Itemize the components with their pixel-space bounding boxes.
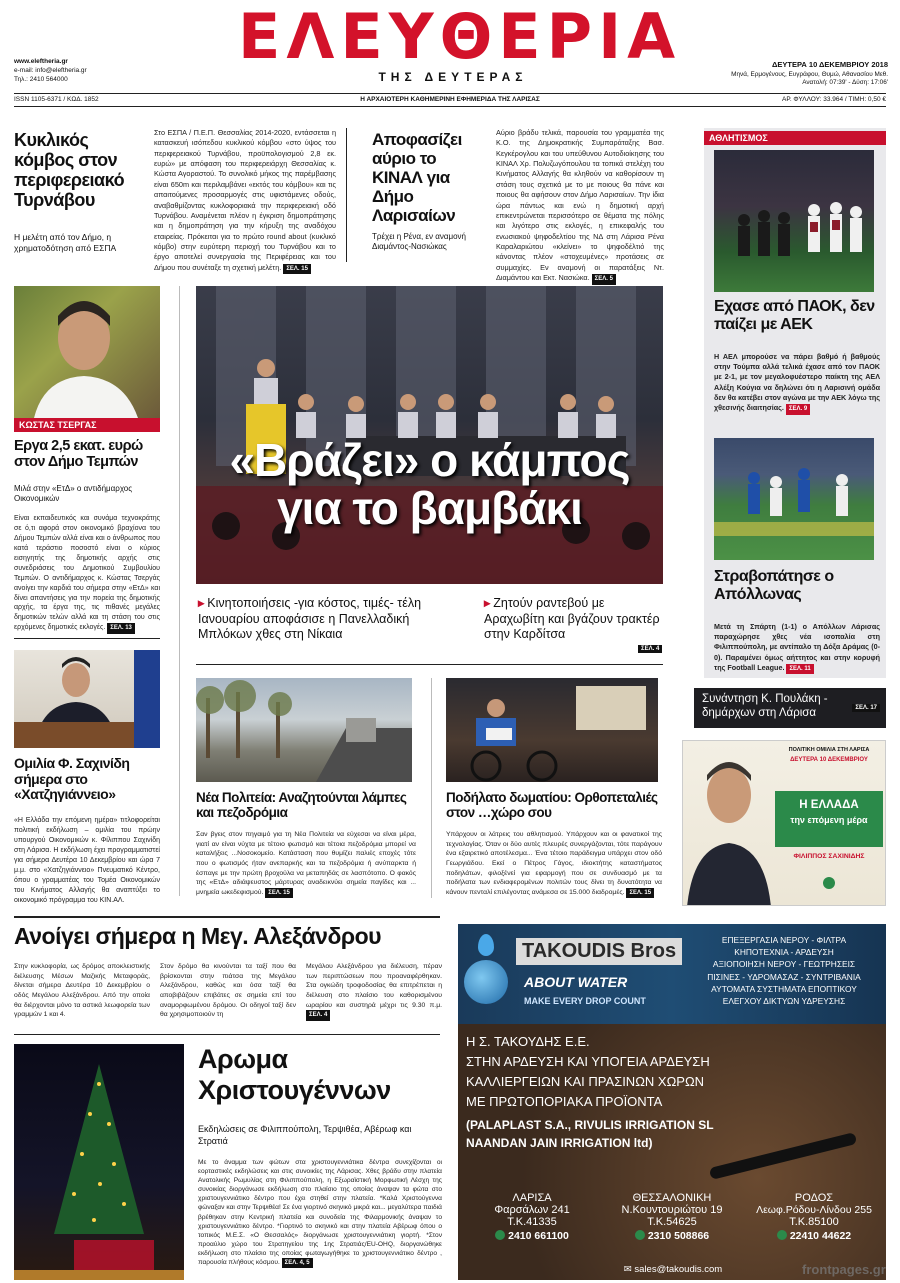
branch-city: ΡΟΔΟΣ <box>794 1192 834 1204</box>
sports-title-2[interactable]: Στραβοπάτησε ο Απόλλωνας <box>714 568 834 603</box>
branch-tk: Τ.Κ.85100 <box>789 1216 839 1228</box>
col-divider <box>346 128 347 262</box>
tsergas-deck: Μιλά στην «ΕτΔ» ο αντιδήμαρχος Οικονομικών <box>14 484 133 504</box>
ad-date: ΔΕΥΤΕΡΑ 10 ΔΕΚΕΜΒΡΙΟΥ <box>790 757 868 763</box>
phone-icon <box>777 1230 787 1240</box>
kinal-body: Αύριο βράδυ τελικά, παρουσία του γραμματέα της Κ.Ο. της Δημοκρατικής Συμπαράταξης Βασ. Κεγκέρογλου και του υπεύθυνου Αυτοδιοίκησης του ΚΙΝΑΛ Χρ. Πολυζωγόπουλου τα τοπικά στελέχη του Κινήματος Αλλαγής θα κληθούν να καθορίσουν τη στάση τους σχετικά με το με ποιους θα πάνε και ποιους θα αφήσουν στον Δήμο Λαρισαίων. Την ίδια ώρα πάντως και ενώ η δημοτική αρχή επικεντρώνεται περισσότερο σε θέματα της πόλης και λιγότερο στις εκλογές, η επικεφαλής του ενωσιακού ψηφοδελτίου της ΝΔ στη Λάρισα Ρένα Καραλαριώτου «κλείνει» το ψηφοδέλτιό της κάνοντας πλέον «στοχευμένες» προτάσεις σε συμμαχίες. Εν αναμονή οι παρατάξεις Ντ. Διαμάντου και Εκτ. Νασιώκα. ΣΕΛ. 5 <box>496 128 664 285</box>
kinal-title[interactable]: Αποφασίζει αύριο το ΚΙΝΑΛ για Δήμο Λαρισαίων <box>372 130 462 226</box>
ad-text3: ΜΕ ΠΡΩΤΟΠΟΡΙΑΚΑ ΠΡΟΪΟΝΤΑ <box>466 1094 663 1109</box>
kyklikos-body: Στο ΕΣΠΑ / Π.Ε.Π. Θεσσαλίας 2014-2020, εντάσσεται η κατασκευή ισόπεδου κυκλικού κόμβου «στο ύψος του περιφερειακού Τυρνάβου, προϋπολογισμού 2,8 εκ. ευρώ» με απόφαση του περιφερειάρχη Θεσσαλίας κ. Κώστα Αγοραστού. Το συνολικό μήκος της παρέμβασης είναι 650m και περιλαμβάνει «εκτός του κόμβου» και τις απαιτούμενες προσαρμογές στις υφιστάμενες οδούς, αναβαθμίζοντας κυκλοφοριακά την περιφερειακή οδό Τυρνάβου. Αναμένεται πλέον η έγκριση δημοπράτησης και η δημοπράτηση για την κήρυξη της αναδόχου εταιρείας. Πρόκειται για το πρώτο round about (κυκλικό κόμβο) στην ευρύτερη περιοχή του Τυρνάβου και το έργο αποτελεί συνεργασία της Περιφέρειας και του Δήμου που συνέταξε τη σχετική μελέτη. ΣΕΛ. 15 <box>154 128 336 274</box>
politeia-title[interactable]: Νέα Πολιτεία: Αναζητούνται λάμπες και πεζοδρόμια <box>196 790 407 821</box>
date-block <box>640 60 888 88</box>
poulakis-box[interactable] <box>694 688 886 728</box>
page-ref[interactable]: ΣΕΛ. 15 <box>283 264 311 275</box>
ad-services <box>688 934 880 1007</box>
poulakis-title: Συνάντηση Κ. Πουλάκη - δημάρχων στη Λάρισα <box>702 693 828 720</box>
kyklikos-title[interactable]: Κυκλικός κόμβος στον περιφερειακό Τυρνάβου <box>14 130 125 211</box>
watermark: frontpages.gr <box>802 1262 886 1277</box>
sports-title-1[interactable]: Εχασε από ΠΑΟΚ, δεν παίζει με ΑΕΚ <box>714 298 875 333</box>
branch-phone[interactable]: 2310 508866 <box>604 1230 740 1242</box>
service-item: ΠΙΣΙΝΕΣ - ΥΔΡΟΜΑΣΑΖ - ΣΥΝΤΡΙΒΑΝΙΑ <box>707 971 861 982</box>
ad-tag2: MAKE EVERY DROP COUNT <box>524 996 646 1006</box>
phone: Τηλ.: 2410 564000 <box>14 75 68 83</box>
branch-address: Λεωφ.Ρόδου-Λίνδου 255 <box>756 1204 872 1216</box>
podilato-photo <box>446 678 658 782</box>
sachinidis-portrait <box>683 741 773 906</box>
masthead-rule-2 <box>14 106 886 107</box>
service-item: ΑΥΤΟΜΑΤΑ ΣΥΣΤΗΜΑΤΑ ΕΠΟΠΤΙΚΟΥ <box>711 983 857 994</box>
branch-tk: Τ.Κ.54625 <box>647 1216 697 1228</box>
xaxinidis-title[interactable]: Ομιλία Φ. Σαχινίδη σήμερα στο «Χατζηγιάννειο» <box>14 755 130 803</box>
sports-section-tag: ΑΘΛΗΤΙΣΜΟΣ <box>704 131 886 145</box>
branch-rodos <box>744 1192 884 1242</box>
kinal-deck: Τρέχει η Ρένα, εν αναμονή Διαμάντος-Νασιώκας <box>372 232 466 252</box>
portrait-illustration <box>14 286 160 418</box>
mid-col-divider <box>431 678 432 898</box>
issue-date: ΔΕΥΤΕΡΑ 10 ΔΕΚΕΜΒΡΙΟΥ 2018 <box>771 60 888 69</box>
ad-name: ΦΙΛΙΠΠΟΣ ΣΑΧΙΝΙΔΗΣ <box>793 853 865 860</box>
team-huddle-illustration <box>714 150 874 292</box>
football-match-illustration <box>714 438 874 560</box>
lead-headline-line1: «Βράζει» ο κάμπος <box>229 434 630 486</box>
branch-city: ΘΕΣΣΑΛΟΝΙΚΗ <box>632 1192 712 1204</box>
lead-headline[interactable] <box>196 436 663 533</box>
tsergas-title[interactable]: Εργα 2,5 εκατ. ευρώ στον Δήμο Τεμπών <box>14 438 143 471</box>
phone-icon <box>635 1230 645 1240</box>
ad-top: ΠΟΛΙΤΙΚΗ ΟΜΙΛΙΑ ΣΤΗ ΛΑΡΙΣΑ <box>788 747 870 753</box>
pasok-logo-icon <box>823 877 835 889</box>
alexandrou-col2: Στον δρόμο θα κινούνται τα ταξί που θα βρίσκονται στην πιάτσα της Μεγάλου Αλεξάνδρου, καθώς και όσα ταξί θα αποβιβάζουν επιβάτες σε σημεία επί του αναμορφωμένου δρόμου. Οι οδηγοί ταξί δεν θα χρησιμοποιούν τη <box>160 963 296 1019</box>
christmas-title[interactable]: Αρωμα Χριστουγέννων <box>198 1044 391 1106</box>
issue-number: ΑΡ. ΦΥΛΛΟΥ: 33.964 / ΤΙΜΗ: 0,50 € <box>781 96 886 103</box>
page-ref[interactable]: ΣΕΛ. 13 <box>107 623 135 634</box>
lead-headline-line2: για το βαμβάκι <box>277 482 582 535</box>
phone-icon <box>495 1230 505 1240</box>
page-ref[interactable]: ΣΕΛ. 17 <box>852 704 880 712</box>
ad-text1: ΣΤΗΝ ΑΡΔΕΥΣΗ ΚΑΙ ΥΠΟΓΕΙΑ ΑΡΔΕΥΣΗ <box>466 1054 710 1069</box>
branch-thessaloniki <box>604 1192 740 1242</box>
ad-text4: (PALAPLAST S.A., RIVULIS IRRIGATION SL <box>466 1118 714 1132</box>
branch-phone[interactable]: 2410 661100 <box>464 1230 600 1242</box>
lead-sub-1[interactable]: ▸ Κινητοποιήσεις -για κόστος, τιμές- τέλη Ιανουαρίου αποφάσισε η Πανελλαδική Μπλόκων χθες στη Νίκαια <box>198 596 422 642</box>
ad-email[interactable]: ✉ sales@takoudis.com <box>623 1264 723 1275</box>
christmas-photo <box>14 1044 184 1280</box>
ad-banner <box>775 791 883 847</box>
ad-company: Η Σ. ΤΑΚΟΥΔΗΣ Ε.Ε. <box>466 1034 590 1049</box>
sports-body-2: Μετά τη Σπάρτη (1-1) ο Απόλλων Λάρισας παραχώρησε χθες νέα ισοπαλία στη Φιλιππούπολη, με αντίπαλο τη Δόξα Δράμας (0-0). Παραμένει όμως αήττητος και στην κορυφή της Football League. ΣΕΛ. 11 <box>714 622 880 674</box>
lead-sub-2[interactable]: ▸ Ζητούν ραντεβού με Αραχωβίτη και βγάζουν τρακτέρ στην Καρδίτσα <box>484 596 660 642</box>
lower-rule <box>14 916 440 918</box>
lead-page-ref[interactable]: ΣΕΛ. 4 <box>638 645 662 653</box>
sports-photo-2 <box>714 438 874 560</box>
masthead-rule <box>14 93 886 94</box>
service-item: ΑΞΙΟΠΟΙΗΣΗ ΝΕΡΟΥ - ΓΕΩΤΡΗΣΕΙΣ <box>712 959 856 970</box>
page-ref[interactable]: ΣΕΛ. 9 <box>786 404 810 415</box>
tsergas-name-tag: ΚΩΣΤΑΣ ΤΣΕΡΓΑΣ <box>14 418 160 432</box>
sports-body-1: Η ΑΕΛ μπορούσε να πάρει βαθμό ή βαθμούς στην Τούμπα αλλά τελικά έχασε από τον ΠΑΟΚ με 2-1, με τον μεγαλοφυέστερο παίκτη της ΑΕΛ Αλέξη Κούγια να δηλώνει ότι η Λαρισινή ομάδα δεν θα κατέβει στον αγώνα με την ΑΕΚ λόγω της χθεσινής διαιτησίας. ΣΕΛ. 9 <box>714 352 880 415</box>
street-illustration <box>196 678 412 782</box>
branch-larisa <box>464 1192 600 1242</box>
branch-address: Φαρσάλων 241 <box>494 1204 570 1216</box>
ad-text5: NAANDAN JAIN IRRIGATION ltd) <box>466 1136 653 1150</box>
page-ref[interactable]: ΣΕΛ. 11 <box>786 664 813 675</box>
christmas-rule <box>14 1034 440 1035</box>
namedays: Μηνά, Ερμογένους, Ευγράφου, Θυμώ, Αθανασίου Μεθ. <box>731 70 888 78</box>
takoudis-ad[interactable] <box>458 924 886 1280</box>
tsergas-photo <box>14 286 160 418</box>
logo-subtitle: ΤΗΣ ΔΕΥΤΕΡΑΣ <box>378 70 528 84</box>
service-item: ΚΗΠΟΤΕΧΝΙΑ - ΑΡΔΕΥΣΗ <box>734 947 834 958</box>
page-ref[interactable]: ΣΕΛ. 15 <box>265 888 293 899</box>
service-item: ΕΛΕΓΧΟΥ ΔΙΚΤΥΩΝ ΥΔΡΕΥΣΗΣ <box>722 995 846 1006</box>
ad-line1: Η ΕΛΛΑΔΑ <box>799 799 859 811</box>
podilato-title[interactable]: Ποδήλατο δωματίου: Ορθοπεταλιές στον …χώρο σου <box>446 790 658 821</box>
xaxinidis-photo <box>14 650 160 748</box>
alexandrou-col1: Στην κυκλοφορία, ως δρόμος αποκλειστικής διέλευσης Μέσων Μαζικής Μεταφοράς, δίνεται σήμερα Δευτέρα 10 Δεκεμβρίου ο οδός Μεγάλου Αλεξάνδρου. Από την οποία θα διέρχονται μόνο τα αστικά λεωφορεία των γραμμών 1 και 4. <box>14 963 150 1019</box>
branch-city: ΛΑΡΙΣΑ <box>512 1192 552 1204</box>
christmas-body: Με το άναμμα των φώτων στα χριστουγεννιάτικα δέντρα συνεχίζονται οι εορταστικές εκδηλώσεις και στις συνοικίες της Λάρισας. Χθες βράδυ στην πλατεία Ανατολικής Ρωμυλίας στη Φιλιππούπολη, η Εξωραϊστική Μορφωτική Λέσχη της συνοικίας διοργάνωσε εκδήλωση στο πλαίσιο της οποίας άναψαν τα φώτα στο χριστουγεννιάτικο δέντρο που έχει στηθεί στην πλατεία. *Καλά Χριστούγεννα φώναξαν και στην Τερψιθέα! Σε ένα γιορτινό σκηνικό μικρά και... μεγαλύτερα παιδιά βρέθηκαν στην Κεντρική πλατεία και συνοδεία της Φιλαρμονικής άναψαν το χριστουγεννιάτικο δέντρο. *Γιορτινό το σκηνικό και στην πλατεία Αβέρωφ όπου ο τοπικός Μ.Ε.Σ. «Ο Θεσσαλός» διοργάνωσε χριστουγεννιάτικη γιορτή. *Στον προαύλιο χώρο του Στρατηγείου της 1ης Στρατιάς/EU-OHQ, διοργανώθηκε εκδήλωση στο πλαίσιο της οποίας φωταγωγήθηκε το χριστουγεννιάτικο δέντρο , παρουσία πλήθους κόσμου. ΣΕΛ. 4, 5 <box>198 1158 442 1268</box>
ad-brand: TAKOUDIS Bros <box>516 938 682 965</box>
service-item: ΕΠΕΞΕΡΓΑΣΙΑ ΝΕΡΟΥ - ΦΙΛΤΡΑ <box>721 935 847 945</box>
sun-times: Ανατολή: 07:39' - Δύση: 17:06' <box>802 79 888 87</box>
masthead <box>0 0 900 108</box>
christmas-tree-illustration <box>14 1044 184 1280</box>
logo: ΕΛΕΥΘΕΡΙΑ <box>238 0 682 73</box>
website[interactable]: www.eleftheria.gr <box>14 58 68 65</box>
tsergas-body: Είναι εκπαιδευτικός και συνάμα τεχνοκράτης σε ό,τι αφορά στον οικονομικό βραχίονα του Δήμου Τεμπών αλλά είναι και ο άνθρωπος που κατά τεράστιο ποσοστό είναι ο κύριος εισηγητής της δημοτικής αρχής στις συνεδριάσεις του Δημοτικού Συμβουλίου Τεμπών. Ο αντιδήμαρχος κ. Κώστας Τσεργάς ανοίγει την καρδιά του σήμερα στην «ΕτΔ» και δίνει απαντήσεις για την πορεία της δημοτικής αρχής, τα έργα της, τις πιθανές μεγάλες δημοτικών τελών αλλά και τη στάση του στις ερχόμενες δημοτικές εκλογές. ΣΕΛ. 13 <box>14 514 160 634</box>
page-ref[interactable]: ΣΕΛ. 4 <box>306 1010 330 1021</box>
page-ref[interactable]: ΣΕΛ. 15 <box>626 888 654 899</box>
contact-info <box>14 58 87 84</box>
globe-icon <box>464 960 508 1004</box>
ad-text2: ΚΑΛΛΙΕΡΓΕΙΩΝ ΚΑΙ ΠΡΑΣΙΝΩΝ ΧΩΡΩΝ <box>466 1074 705 1089</box>
issn: ISSN 1105-6371 / ΚΩΔ. 1852 <box>14 96 99 103</box>
mid-rule <box>196 664 663 665</box>
politeia-body: Σαν βγεις στον πηγαιμό για τη Νέα Πολιτεία να εύχεσαι να είναι μέρα, γιατί αν είναι νύχτα με τέτοιο φωτισμό και τέτοια πεζοδρόμια μπορεί να καταλήξεις ...Νοσοκομείο. Κατάσταση που θυμίζει παλιές εποχές τότε που ο φωτισμός ήταν ανεπαρκής και τα πεζοδρόμια ή ανύπαρκτα ή έσπαγε με την πρώτη βροχούλα να μεταπηδάς σε λασπότοπο. Ο φακός της «ΕτΔ» αδιάψευστος μάρτυρας αναδεικνύει σημεία παγίδες και ... μνημεία ωκεδεφισμού. ΣΕΛ. 15 <box>196 830 416 898</box>
politeia-photo <box>196 678 412 782</box>
sports-photo-1 <box>714 150 874 292</box>
ad-line2: την επόμενη μέρα <box>790 815 868 825</box>
water-drop-icon <box>478 934 494 956</box>
sachinidis-ad[interactable] <box>682 740 886 906</box>
alexandrou-title[interactable]: Ανοίγει σήμερα η Μεγ. Αλεξάνδρου <box>14 923 382 949</box>
podilato-body: Υπάρχουν οι λάτρεις του αθλητισμού. Υπάρχουν και οι φανατικοί της τεχνολογίας. Όταν οι δύο αυτές πλευρές συνεργάζονται, τότε παράγουν ένα εξαιρετικό αποτέλεσμα... Ένα τέτοιο παράδειγμα υπάρχει στον οδό Γεωργιάδου. Εκεί ο Πέτρος Γάγος, ιδιοκτήτης καταστήματος ποδηλάτων, φιλοξένεί για εφαρμογή που σε συνδυασμό με τα ποδήλατα των ενδιαφερομένων πολιτών τους δίνει τη δυνατότητα να κάνουν πενταλί επιλέγοντας ανάμεσα σε 15.000 διαδρομές. ΣΕΛ. 15 <box>446 830 662 898</box>
ad-tag1: ABOUT WATER <box>524 974 628 990</box>
speaker-illustration <box>14 650 160 748</box>
branch-tk: Τ.Κ.41335 <box>507 1216 557 1228</box>
xaxinidis-body: «Η Ελλάδα την επόμενη ημέρα» τιτλοφορείται πολιτική εκδήλωση – ομιλία του πρώην υπουργού Οικονομικών κ. Φίλιππου Σαχινίδη στη Λάρισα. Η εκδήλωση έχει προγραμματιστεί για σήμερα Δευτέρα 10 Δεκεμβρίου και ώρα 7 μ.μ. στο «Χατζηγιάννειο» Πνευματικό Κέντρο, όπου ο γραμματέας του Τομέα Οικονομικών του Κινήματος Αλλαγής θα αναπτύξει το οικονομικό πρόγραμμα του ΚΙΝ.ΑΛ. <box>14 817 160 904</box>
email-icon: ✉ <box>623 1264 635 1275</box>
email[interactable]: e-mail: info@eleftheria.gr <box>14 66 87 74</box>
left-divider <box>14 638 160 639</box>
page-ref[interactable]: ΣΕΛ. 4, 5 <box>282 1258 313 1268</box>
christmas-deck: Εκδηλώσεις σε Φιλιππούπολη, Τερψιθέα, Αβέρωφ και Στρατιά <box>198 1124 412 1146</box>
lead-photo <box>196 286 663 584</box>
kyklikos-deck: Η μελέτη από τον Δήμο, η χρηματοδότηση από ΕΣΠΑ <box>14 232 117 254</box>
page-ref[interactable]: ΣΕΛ. 5 <box>592 274 616 285</box>
branch-address: Ν.Κουντουριώτου 19 <box>621 1204 723 1216</box>
alexandrou-col3: Μεγάλου Αλεξάνδρου για διέλευση, πέραν των περιπτώσεων που προαναφέρθηκαν. Στα ογκώδη τροφοδοσίας θα επιτρέπεται η διέλευση στο πλαίσιο του καθορισμένου ωραρίου και συστηρά μέχρι τις 9.30 π.μ. ΣΕΛ. 4 <box>306 962 442 1021</box>
cyclist-illustration <box>446 678 658 782</box>
motto: Η ΑΡΧΑΙΟΤΕΡΗ ΚΑΘΗΜΕΡΙΝΗ ΕΦΗΜΕΡΙΔΑ ΤΗΣ ΛΑΡΙΣΑΣ <box>360 96 540 103</box>
branch-phone[interactable]: 22410 44622 <box>744 1230 884 1242</box>
lead-divider-left <box>179 286 180 896</box>
